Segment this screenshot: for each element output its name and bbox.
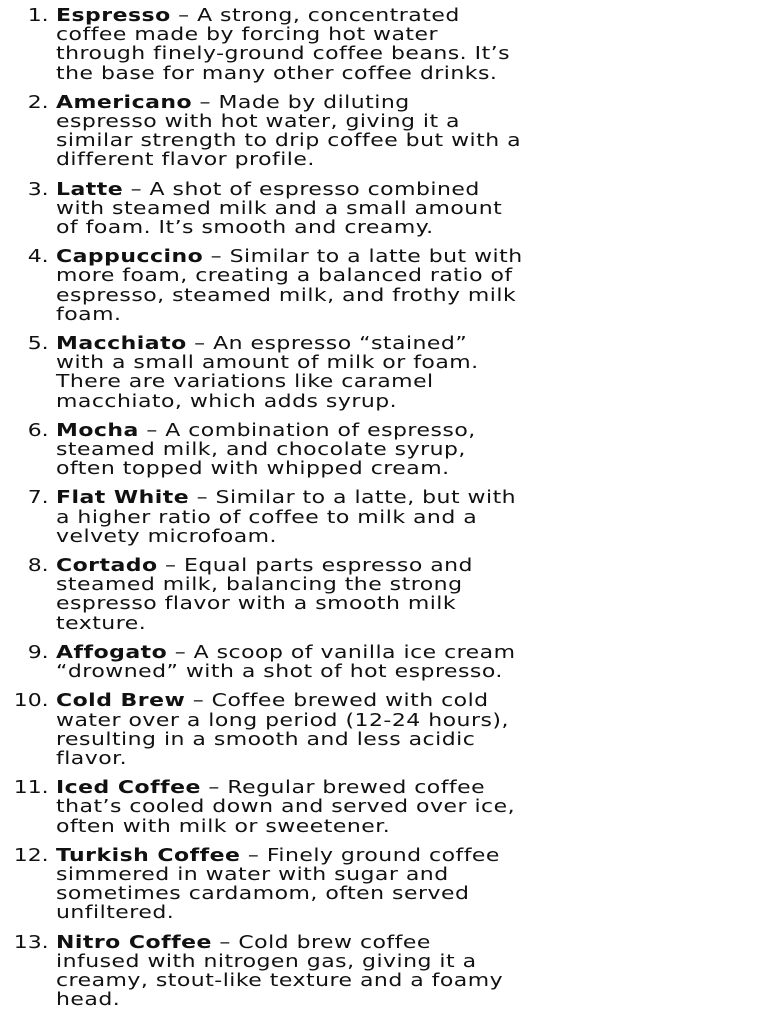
item-first-line [56,488,697,507]
item-first-line [56,846,697,865]
item-line: similar strength to drip coffee but with a [56,130,522,152]
item-line: espresso, steamed milk, and frothy milk [56,284,517,306]
item-first-text: – A scoop of vanilla ice cream [167,641,516,663]
item-line: with a small amount of milk or foam. [56,352,479,374]
list-item-macchiato [0,334,768,411]
item-first-text: – Similar to a latte but with [203,246,523,268]
item-line: foam. [56,303,122,325]
item-line: that’s cooled down and served over ice, [56,796,516,818]
item-description [56,6,697,83]
item-term: Affogato [56,641,168,663]
item-first-line [56,556,697,575]
item-number: 13. [13,931,49,953]
item-term: Nitro Coffee [56,931,212,953]
list-item-turkish-coffee [0,846,768,923]
item-first-text: – An espresso “stained” [186,333,468,355]
list-item-americano [0,93,768,170]
item-term: Cold Brew [56,690,186,712]
item-line: with steamed milk and a small amount [56,197,503,219]
list-item-cold-brew [0,691,768,768]
item-line: macchiato, which adds syrup. [56,390,398,412]
item-first-text: – Regular brewed coffee [200,777,486,799]
item-line: more foam, creating a balanced ratio of [56,265,513,287]
item-line: of foam. It’s smooth and creamy. [56,217,434,239]
item-first-line [56,93,697,112]
item-description [56,93,697,170]
item-number: 2. [27,91,49,113]
item-description [56,180,697,238]
item-line: velvety microfoam. [56,525,278,547]
item-first-line [56,421,697,440]
item-number: 5. [27,333,49,355]
item-description [56,846,697,923]
item-line: infused with nitrogen gas, giving it a [56,950,477,972]
item-description [56,556,697,633]
item-line: creamy, stout-like texture and a foamy [56,969,504,991]
item-first-line [56,778,697,797]
item-first-text: – Finely ground coffee [240,844,500,866]
item-number: 8. [27,555,49,577]
item-line: often with milk or sweetener. [56,815,391,837]
item-description [56,778,697,836]
item-first-line [56,334,697,353]
item-term: Americano [56,91,193,113]
item-number: 6. [27,419,49,441]
item-line: resulting in a smooth and less acidic [56,728,476,750]
item-number: 1. [27,5,49,26]
item-number: 9. [27,641,49,663]
item-line: flavor. [56,747,128,769]
item-line: sometimes cardamom, often served [56,883,470,905]
item-first-line [56,691,697,710]
item-term: Latte [56,178,124,200]
item-number: 7. [27,487,49,509]
item-line: steamed milk, balancing the strong [56,574,463,596]
item-first-text: – Coffee brewed with cold [185,690,489,712]
item-number: 4. [27,246,49,268]
item-line: often topped with whipped cream. [56,458,450,480]
item-line: “drowned” with a shot of hot espresso. [56,661,503,683]
item-number: 3. [27,178,49,200]
item-description [56,247,697,324]
item-line: espresso with hot water, giving it a [56,111,460,133]
item-description [56,334,697,411]
list-item-nitro-coffee [0,933,768,1010]
item-first-line [56,180,697,199]
item-line: steamed milk, and chocolate syrup, [56,439,466,461]
item-first-line [56,933,697,952]
item-number: 12. [13,844,49,866]
list-item-iced-coffee [0,778,768,836]
item-line: simmered in water with sugar and [56,863,449,885]
item-first-text: – A combination of espresso, [138,419,476,441]
item-line: water over a long period (12-24 hours), [56,709,509,731]
item-term: Mocha [56,419,139,441]
item-description [56,421,697,479]
item-description [56,933,697,1010]
list-item-cappuccino [0,247,768,324]
list-item-cortado [0,556,768,633]
item-term: Cortado [56,555,158,577]
item-first-text: – Made by diluting [192,91,410,113]
item-first-text: – Cold brew coffee [211,931,431,953]
item-line: a higher ratio of coffee to milk and a [56,506,478,528]
item-number: 10. [13,690,49,712]
item-first-line [56,6,697,25]
list-item-affogato [0,643,768,681]
item-line: espresso flavor with a smooth milk [56,593,457,615]
item-line: through finely-ground coffee beans. It’s [56,43,511,65]
item-line: head. [56,989,121,1011]
item-number: 11. [13,777,49,799]
list-item-mocha [0,421,768,479]
item-description [56,488,697,546]
item-line: texture. [56,612,147,634]
item-term: Flat White [56,487,190,509]
item-first-text: – A shot of espresso combined [123,178,480,200]
coffee-types-list [0,6,768,1019]
item-description [56,691,697,768]
item-term: Espresso [56,5,171,26]
item-term: Iced Coffee [56,777,201,799]
item-first-text: – Equal parts espresso and [157,555,473,577]
item-first-line [56,247,697,266]
item-line: different flavor profile. [56,149,315,171]
item-term: Macchiato [56,333,187,355]
item-description [56,643,697,681]
list-item-flat-white [0,488,768,546]
item-term: Cappuccino [56,246,204,268]
item-line: coffee made by forcing hot water [56,24,439,46]
item-line: There are variations like caramel [56,371,434,393]
item-first-text: – A strong, concentrated [170,5,460,26]
item-term: Turkish Coffee [56,844,241,866]
item-line: the base for many other coffee drinks. [56,62,498,84]
item-line: unfiltered. [56,902,175,924]
item-first-line [56,643,697,662]
list-item-espresso [0,6,768,83]
list-item-latte [0,180,768,238]
item-first-text: – Similar to a latte, but with [189,487,517,509]
